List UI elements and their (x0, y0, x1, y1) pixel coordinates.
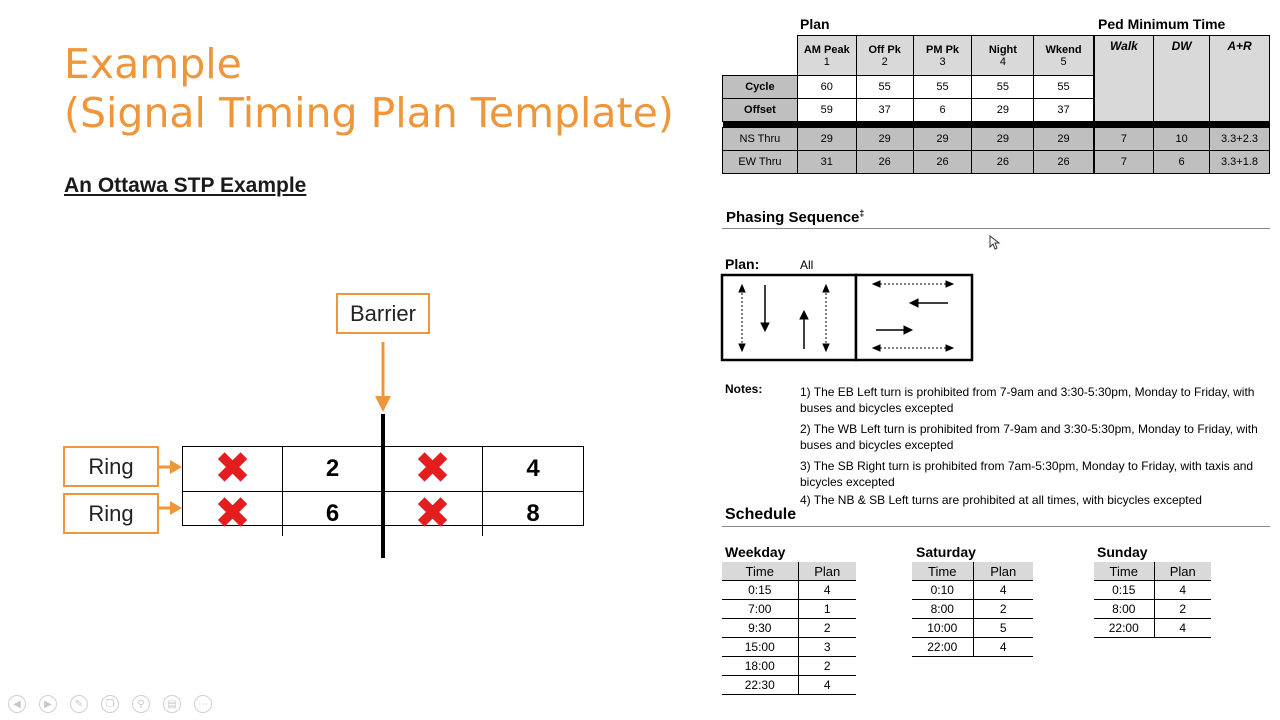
table-row: 18:00 2 (722, 657, 856, 676)
divider (722, 526, 1270, 527)
table-row: 8:00 2 (1094, 600, 1211, 619)
ring-arrows (158, 455, 184, 519)
sunday-schedule-table: Time Plan 0:15 4 8:00 2 22:00 4 (1094, 562, 1211, 638)
title-line-2: (Signal Timing Plan Template) (64, 89, 674, 137)
ring-barrier-diagram (182, 443, 584, 539)
ring-label-1: Ring (63, 446, 159, 487)
col-ar: A+R (1210, 36, 1270, 122)
table-row: 22:30 4 (722, 676, 856, 695)
schedule-heading: Schedule (725, 506, 797, 523)
weekday-label: Weekday (725, 544, 786, 560)
ring2-phase-5 (183, 488, 283, 539)
sunday-label: Sunday (1097, 544, 1148, 560)
prohibited-x-icon: ✖ (214, 488, 251, 539)
ring1-phase-4: 4 (483, 447, 583, 492)
table-row: 0:10 4 (912, 581, 1033, 600)
col-off-pk: Off Pk 2 (856, 36, 913, 76)
table-row: 22:00 4 (912, 638, 1033, 657)
title-line-1: Example (64, 40, 242, 88)
table-row: 10:00 5 (912, 619, 1033, 638)
phasing-plan-label: Plan: (725, 256, 760, 272)
slide-title (64, 40, 674, 138)
copy-icon[interactable]: ❐ (101, 695, 119, 713)
note-4: 4) The NB & SB Left turns are prohibited at all times, with bicycles excepted (800, 493, 1202, 507)
barrier-label: Barrier (336, 293, 430, 334)
timing-plan-table (722, 35, 1270, 174)
divider (722, 228, 1270, 229)
ring2-phase-7 (383, 488, 483, 539)
prohibited-x-icon: ✖ (414, 443, 451, 494)
table-row: Offset 59 37 6 29 37 (723, 99, 1270, 122)
col-night: Night 4 (972, 36, 1034, 76)
prohibited-x-icon: ✖ (414, 488, 451, 539)
ring1-phase-1 (183, 443, 283, 494)
table-row: 7:00 1 (722, 600, 856, 619)
note-3: 3) The SB Right turn is prohibited from 7am-5:30pm, Monday to Friday, with taxis and bicycles excepted (800, 459, 1254, 489)
weekday-schedule-table: Time Plan 0:15 4 7:00 1 9:30 2 15:00 3 18:00 2 22:30 4 (722, 562, 856, 695)
phasing-diagram (720, 273, 975, 363)
table-row: NS Thru 29 29 29 29 29 7 10 3.3+2.3 (723, 128, 1270, 151)
col-am-peak: AM Peak 1 (797, 36, 856, 76)
subtitles-icon[interactable]: ▤ (163, 695, 181, 713)
ring-label-2: Ring (63, 493, 159, 534)
table-row: 0:15 4 (1094, 581, 1211, 600)
phasing-plan-value: All (800, 258, 814, 272)
plan-header: Plan (800, 16, 830, 32)
ring2-phase-6: 6 (283, 492, 383, 536)
col-dw: DW (1154, 36, 1210, 122)
ped-min-time-header: Ped Minimum Time (1098, 16, 1226, 32)
saturday-schedule-table: Time Plan 0:10 4 8:00 2 10:00 5 22:00 4 (912, 562, 1033, 657)
table-row: 8:00 2 (912, 600, 1033, 619)
more-icon[interactable]: ⋯ (194, 695, 212, 713)
next-icon[interactable]: ▶ (39, 695, 57, 713)
note-1: 1) The EB Left turn is prohibited from 7-9am and 3:30-5:30pm, Monday to Friday, with buses and bicycles excepted (800, 385, 1255, 415)
ring2-phase-8: 8 (526, 500, 540, 527)
table-row: 0:15 4 (722, 581, 856, 600)
table-row: 22:00 4 (1094, 619, 1211, 638)
notes-label: Notes: (725, 382, 763, 396)
note-2: 2) The WB Left turn is prohibited from 7-9am and 3:30-5:30pm, Monday to Friday, with buses and bicycles excepted (800, 422, 1258, 452)
pen-icon[interactable]: ✎ (70, 695, 88, 713)
col-pm-pk: PM Pk 3 (913, 36, 972, 76)
zoom-icon[interactable]: ⚲ (132, 695, 150, 713)
prev-icon[interactable]: ◀ (8, 695, 26, 713)
table-row: EW Thru 31 26 26 26 26 7 6 3.3+1.8 (723, 151, 1270, 174)
table-row: 9:30 2 (722, 619, 856, 638)
col-walk: Walk (1094, 36, 1154, 122)
saturday-label: Saturday (916, 544, 976, 560)
prohibited-x-icon: ✖ (214, 443, 251, 494)
table-row: 15:00 3 (722, 638, 856, 657)
phasing-heading: Phasing Sequence‡ (726, 208, 865, 226)
slide-subtitle: An Ottawa STP Example (64, 174, 307, 197)
ring1-phase-3 (383, 443, 483, 494)
ring1-phase-2: 2 (283, 447, 383, 492)
col-wkend: Wkend 5 (1034, 36, 1094, 76)
mouse-cursor-icon (989, 235, 1001, 251)
table-row: Cycle 60 55 55 55 55 (723, 76, 1270, 99)
